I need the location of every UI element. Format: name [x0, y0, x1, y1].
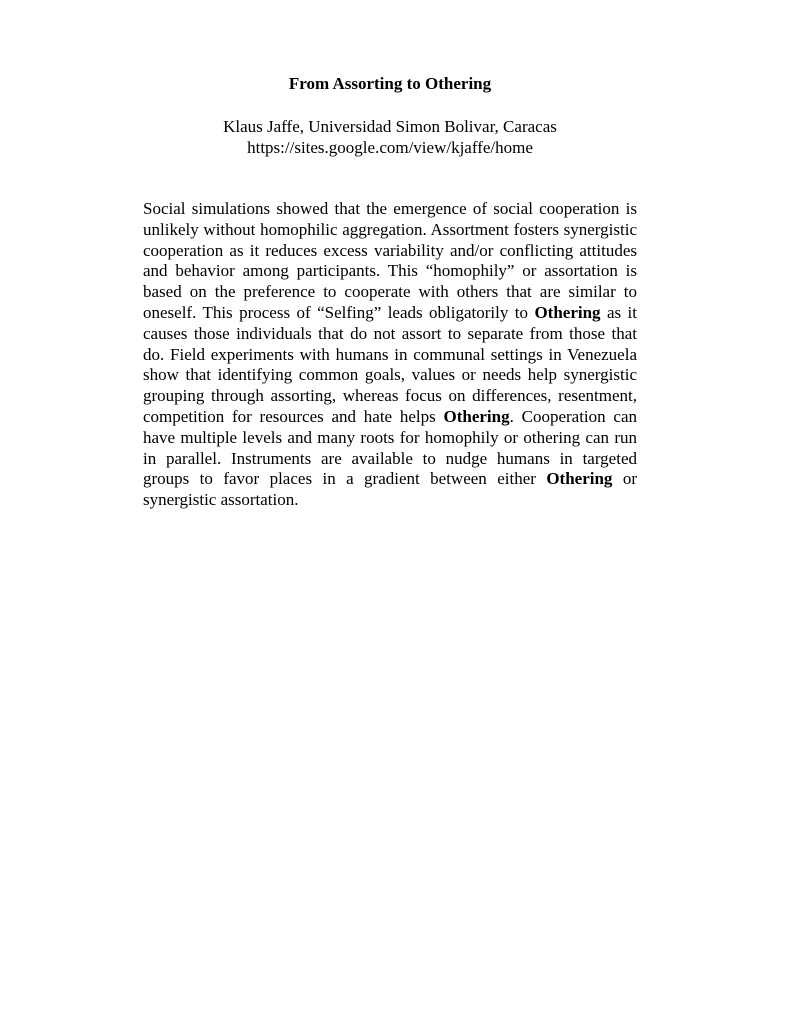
abstract-text: . Cooperation can have multiple levels and many roots for homophily or othering can run in parallel. Instruments are available to nudge humans in targeted groups to favor places in a gradient between either — [143, 406, 637, 489]
abstract-text: or synergistic assortation. — [143, 469, 637, 510]
paper-title: From Assorting to Othering — [288, 74, 492, 93]
othering-emphasis: Othering — [443, 406, 510, 426]
othering-emphasis: Othering — [534, 302, 601, 322]
othering-emphasis: Othering — [546, 469, 613, 489]
abstract-paragraph — [143, 199, 637, 511]
abstract-text: Social simulations showed that the emergence of social cooperation is unlikely without homophilic aggregation. Assortment fosters synergistic cooperation as it reduces excess variability and/or conflicting attitudes and behavior among participants. This “homophily” or assortation is based on the preference to cooperate with others that are similar to oneself. This process of “Selfing” leads obligatorily to — [143, 199, 637, 322]
author-homepage-url: https://sites.google.com/view/kjaffe/home — [247, 138, 533, 157]
author-affiliation: Klaus Jaffe, Universidad Simon Bolivar, Caracas — [223, 117, 557, 136]
author-block — [0, 116, 780, 158]
abstract-text: as it causes those individuals that do not assort to separate from those that do. Field experiments with humans in communal settings in Venezuela show that identifying common goals, values or needs help synergistic grouping through assorting, whereas focus on differences, resentment, competition for resources and hate helps — [143, 302, 637, 426]
